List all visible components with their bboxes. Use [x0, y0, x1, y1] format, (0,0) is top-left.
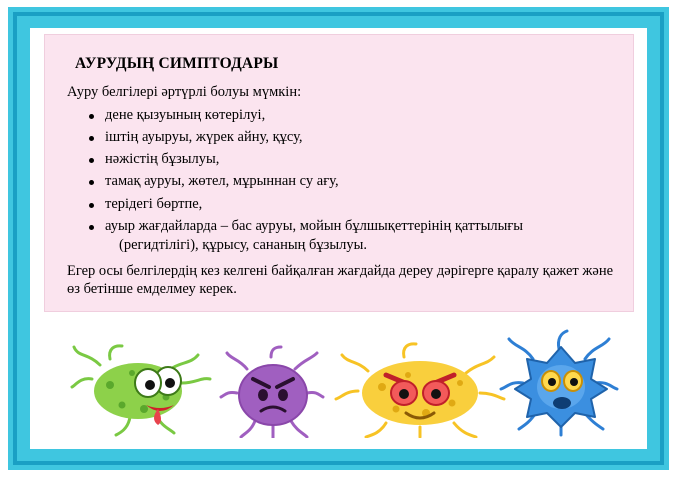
list-item-text-continued: (регидтілігі), құрысу, сананың бұзылуы.: [119, 237, 367, 254]
purple-germ-icon: [219, 345, 329, 438]
list-item-text: нәжістің бұзылуы,: [105, 151, 220, 168]
page-title: АУРУДЫҢ СИМПТОДАРЫ: [75, 55, 279, 72]
symptoms-panel: [44, 34, 634, 312]
panel-closing-text: Егер осы белгілердің кез келгені байқалған жағдайда дереу дәрігерге қаралу қажет және өз бетінше емделмеу керек.: [67, 262, 614, 298]
list-item: [89, 106, 617, 125]
panel-lead-text: Ауру белгілері әртүрлі болуы мүмкін:: [67, 84, 302, 100]
germ-illustration-strip: [44, 323, 634, 438]
list-item: [89, 128, 617, 147]
list-item: [89, 150, 617, 169]
list-item-text: терідегі бөртпе,: [105, 195, 203, 212]
list-item-text: тамақ ауруы, жөтел, мұрыннан су ағу,: [105, 173, 339, 190]
yellow-germ-icon: [334, 341, 509, 438]
list-item-text: дене қызуының көтерілуі,: [105, 106, 266, 123]
list-item: [89, 217, 617, 256]
symptoms-list: [63, 106, 617, 256]
list-item: [89, 172, 617, 191]
list-item-text: іштің ауыруы, жүрек айну, құсу,: [105, 128, 303, 145]
green-germ-icon: [70, 343, 220, 438]
list-item: [89, 195, 617, 214]
blue-germ-icon: [499, 329, 624, 438]
list-item-text: ауыр жағдайларда – бас ауруы, мойын бұлшықеттерінің қаттылығы: [105, 217, 524, 234]
